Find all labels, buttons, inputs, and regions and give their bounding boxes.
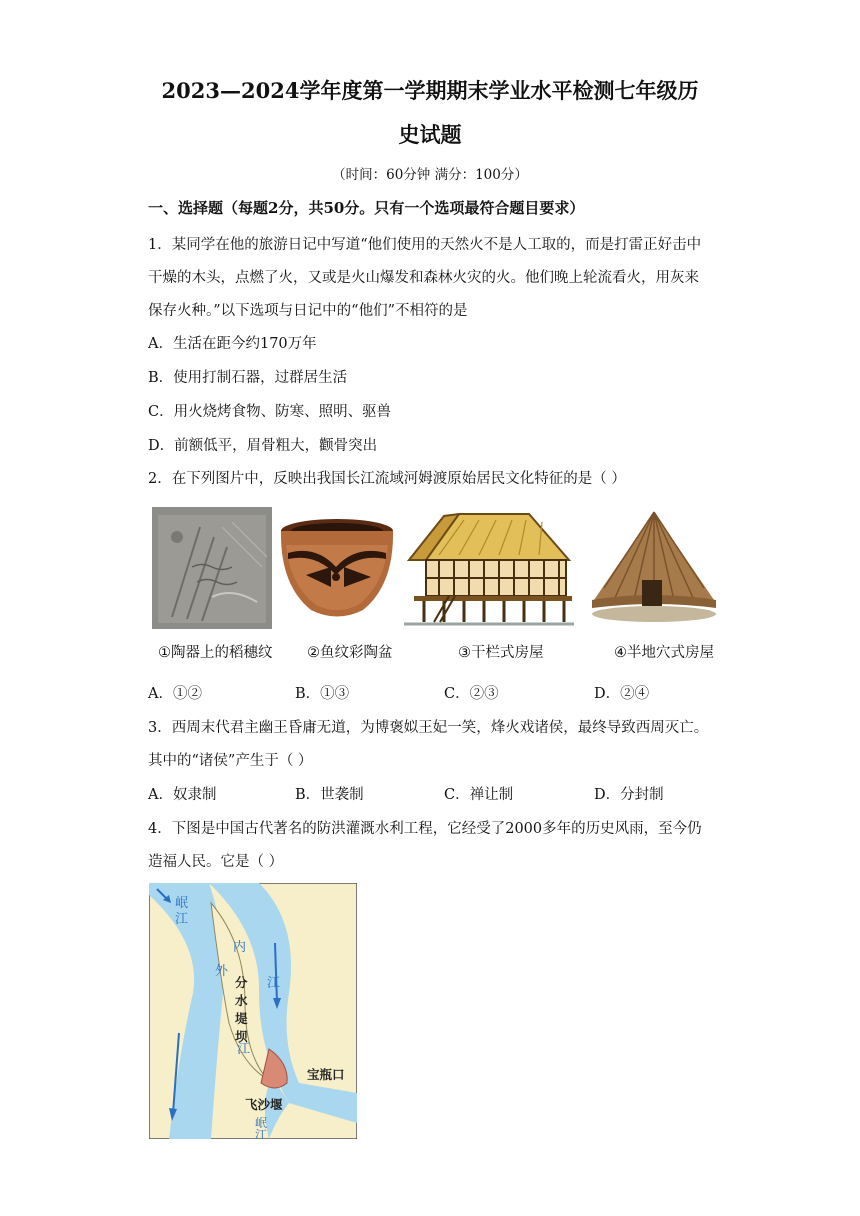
q2-stem: 2．在下列图片中，反映出我国长江流域河姆渡原始居民文化特征的是（ ） xyxy=(148,471,626,487)
label-fenshui-1: 分 xyxy=(235,975,248,990)
label-min-top-1: 岷 xyxy=(175,896,189,911)
q1-option-a: A．生活在距今约170万年 xyxy=(148,336,317,352)
q3-option-b: B．世袭制 xyxy=(295,787,364,803)
q2-option-a: A．①② xyxy=(148,686,202,702)
label-min-top-2: 江 xyxy=(175,912,189,927)
label-min-bottom-2: 江 xyxy=(255,1128,268,1139)
q2-caption-1: ①陶器上的稻穗纹 xyxy=(158,645,273,661)
q1-stem-line1: 1．某同学在他的旅游日记中写道“他们使用的天然火不是人工取的，而是打雷正好击中 xyxy=(148,237,702,253)
q2-option-c: C．②③ xyxy=(444,686,499,702)
q2-caption-3: ③干栏式房屋 xyxy=(458,645,544,661)
label-baoping: 宝瓶口 xyxy=(307,1067,345,1082)
rice-pattern-pottery-image xyxy=(152,507,272,629)
label-fenshui-2: 水 xyxy=(235,993,248,1008)
q2-caption-2: ②鱼纹彩陶盆 xyxy=(307,645,393,661)
label-wai: 外 xyxy=(215,964,229,979)
q1-option-b: B．使用打制石器，过群居生活 xyxy=(148,370,348,386)
q4-stem-line1: 4．下图是中国古代著名的防洪灌溉水利工程，它经受了2000多年的历史风雨，至今仍 xyxy=(148,821,702,837)
exam-meta: （时间：60分钟 满分：100分） xyxy=(332,167,528,183)
q1-option-c: C．用火烧烤食物、防寒、照明、驱兽 xyxy=(148,404,392,420)
label-fenshui-4: 坝 xyxy=(235,1029,248,1044)
label-fenshui-3: 堤 xyxy=(235,1011,248,1026)
q1-option-d: D．前额低平，眉骨粗大，颧骨突出 xyxy=(148,438,378,454)
q3-option-c: C．禅让制 xyxy=(444,787,514,803)
q3-stem-line1: 3．西周末代君主幽王昏庸无道，为博褒姒王妃一笑，烽火戏诸侯，最终导致西周灭亡。 xyxy=(148,720,709,736)
label-jiang-right: 江 xyxy=(267,976,281,991)
q2-option-d: D．②④ xyxy=(594,686,650,702)
q4-stem-line2: 造福人民。它是（ ） xyxy=(148,854,284,870)
fish-pattern-basin-image xyxy=(276,515,398,627)
q3-option-d: D．分封制 xyxy=(594,787,664,803)
label-min-bottom-1: 岷 xyxy=(255,1116,268,1130)
label-nei: 内 xyxy=(233,940,247,955)
q1-stem-line3: 保存火种。”以下选项与日记中的“他们”不相符的是 xyxy=(148,303,468,319)
q3-stem-line2: 其中的“诸侯”产生于（ ） xyxy=(148,753,313,769)
q1-stem-line2: 干燥的木头，点燃了火，又或是火山爆发和森林火灾的火。他们晚上轮流看火，用灰来 xyxy=(148,270,699,286)
dujiangyan-map xyxy=(149,883,357,1139)
semi-subterranean-house-image xyxy=(584,508,724,632)
label-jiang-left: 江 xyxy=(237,1042,251,1057)
exam-title-line2: 史试题 xyxy=(398,122,462,147)
label-feisha: 飞沙堰 xyxy=(245,1097,283,1112)
q3-option-a: A．奴隶制 xyxy=(148,787,217,803)
exam-title-line1: 2023—2024学年度第一学期期末学业水平检测七年级历 xyxy=(161,78,699,103)
section-heading: 一、选择题（每题2分，共50分。只有一个选项最符合题目要求） xyxy=(148,199,585,217)
q2-caption-4: ④半地穴式房屋 xyxy=(614,645,714,661)
stilt-house-image xyxy=(404,510,574,630)
q2-option-b: B．①③ xyxy=(295,686,350,702)
